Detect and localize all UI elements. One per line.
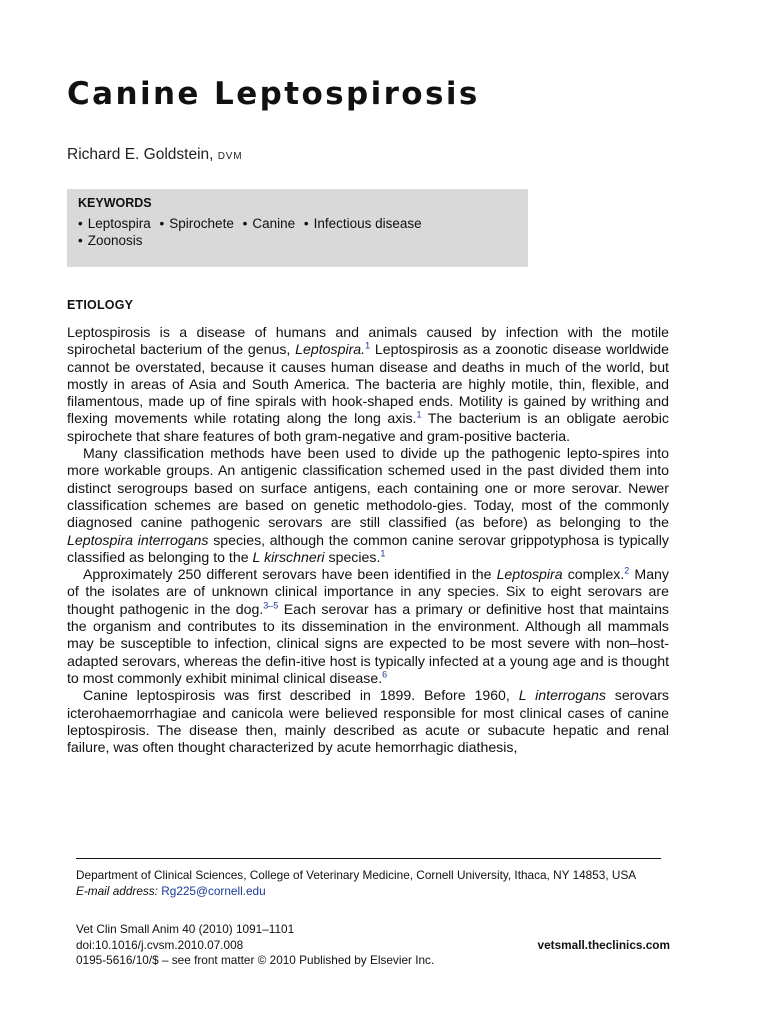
italic-term: Leptospira <box>496 566 563 583</box>
article-title: Canine Leptospirosis <box>67 76 480 112</box>
bullet-icon: • <box>159 216 165 231</box>
text-run: Approximately 250 different serovars have been identified in the <box>83 566 497 583</box>
citation-ref[interactable]: 6 <box>382 669 388 680</box>
citation-block <box>76 922 670 969</box>
author-degree: DVM <box>217 151 243 162</box>
keyword-item: Canine <box>252 216 296 231</box>
italic-term: L kirschneri <box>252 548 325 565</box>
affiliation-text: Department of Clinical Sciences, College of Veterinary Medicine, Cornell University, Ithaca, NY 14853, USA <box>76 868 637 882</box>
italic-term: Leptospira interrogans <box>67 531 209 548</box>
text-run: Canine leptospirosis was first described in 1899. Before 1960, <box>83 687 519 704</box>
italic-term: Leptospira. <box>295 341 366 358</box>
bullet-icon: • <box>78 233 83 248</box>
text-run: Leptospirosis is a disease of humans and animals caused by infection with the motile spirochetal bacterium of the genus, <box>67 324 669 358</box>
doi-row <box>76 938 670 954</box>
footnote-divider <box>76 858 661 859</box>
journal-site-link[interactable]: vetsmall.theclinics.com <box>537 937 670 952</box>
italic-term: L interrogans <box>518 687 606 704</box>
text-run: species, although the common canine serovar grippotyphosa is typically classified as belonging to the <box>67 531 669 565</box>
citation-ref[interactable]: 3–5 <box>263 600 279 611</box>
email-link[interactable]: Rg225@cornell.edu <box>161 883 266 898</box>
text-run: Leptospirosis as a zoonotic disease worldwide cannot be overstated, because it causes human disease and deaths in much of the world, but mostly in areas of Asia and South America. The bacteria are highly motile, thin, flexible, and filamentous, made up of fine spirals with hook-shaped ends. Motility is gained by writhing and flexing movements while rotating along the long axis. <box>67 341 669 427</box>
email-line <box>76 884 661 900</box>
keyword-item: Spirochete <box>169 216 234 231</box>
keyword-item: Zoonosis <box>87 233 143 248</box>
paragraph <box>67 566 669 687</box>
author-name: Richard E. Goldstein, <box>67 146 214 163</box>
text-run: Many classification methods have been used to divide up the pathogenic lepto-spires into more workable groups. An antigenic classification schemed used in the past divided them into distinct serogroups based on surface antigens, each containing one or more serovar. Newer classification schemes are based on genetic methodolo-gies. Today, most of the commonly diagnosed canine pathogenic serovars are still classified (as before) as belonging to the <box>67 445 669 531</box>
keywords-heading: KEYWORDS <box>78 196 152 210</box>
text-run: Each serovar has a primary or definitive host that maintains the organism and contributes to its dissemination in the environment. Although all mammals may be susceptible to infection, clinical signs are expected to be most severe with non–host-adapted serovars, whereas the defin-itive host is typically infected at a young age and is thought to most commonly exhibit minimal clinical disease. <box>67 600 669 686</box>
citation-ref[interactable]: 1 <box>365 340 371 351</box>
doi: doi:10.1016/j.cvsm.2010.07.008 <box>76 937 244 952</box>
email-label: E-mail address: <box>76 883 158 898</box>
paragraph <box>67 687 669 756</box>
paragraph <box>67 445 669 566</box>
keyword-item: Infectious disease <box>313 216 422 231</box>
section-heading: ETIOLOGY <box>67 298 134 312</box>
text-run: species. <box>324 548 381 565</box>
citation-ref[interactable]: 1 <box>380 548 386 559</box>
keywords-line-1 <box>78 215 528 232</box>
body-text <box>67 324 669 756</box>
journal-citation: Vet Clin Small Anim 40 (2010) 1091–1101 <box>76 922 295 936</box>
text-run: serovars icterohaemorrhagiae and canicola were believed responsible for most clinical cases of canine leptospirosis. The disease then, mainly described as acute or subacute hepatic and renal failure, was often thought characterized by acute hemorrhagic diathesis, <box>67 687 669 756</box>
citation-ref[interactable]: 2 <box>624 565 630 576</box>
text-run: Many of the isolates are of unknown clinical importance in any species. Six to eight serovars are thought pathogenic in the dog. <box>67 566 669 617</box>
bullet-icon: • <box>303 216 309 231</box>
author-line <box>67 146 242 164</box>
keywords-box <box>67 189 528 267</box>
keywords-line-2 <box>78 232 528 249</box>
bullet-icon: • <box>78 216 83 231</box>
bullet-icon: • <box>242 216 248 231</box>
citation-ref[interactable]: 1 <box>416 409 422 420</box>
issn-line: 0195-5616/10/$ – see front matter © 2010 Published by Elsevier Inc. <box>76 953 435 967</box>
affiliation-footnote <box>76 868 661 899</box>
text-run: complex. <box>562 566 625 583</box>
keyword-item: Leptospira <box>87 216 151 231</box>
paragraph <box>67 324 669 445</box>
text-run: The bacterium is an obligate aerobic spirochete that share features of both gram-negative and gram-positive bacteria. <box>67 410 670 444</box>
